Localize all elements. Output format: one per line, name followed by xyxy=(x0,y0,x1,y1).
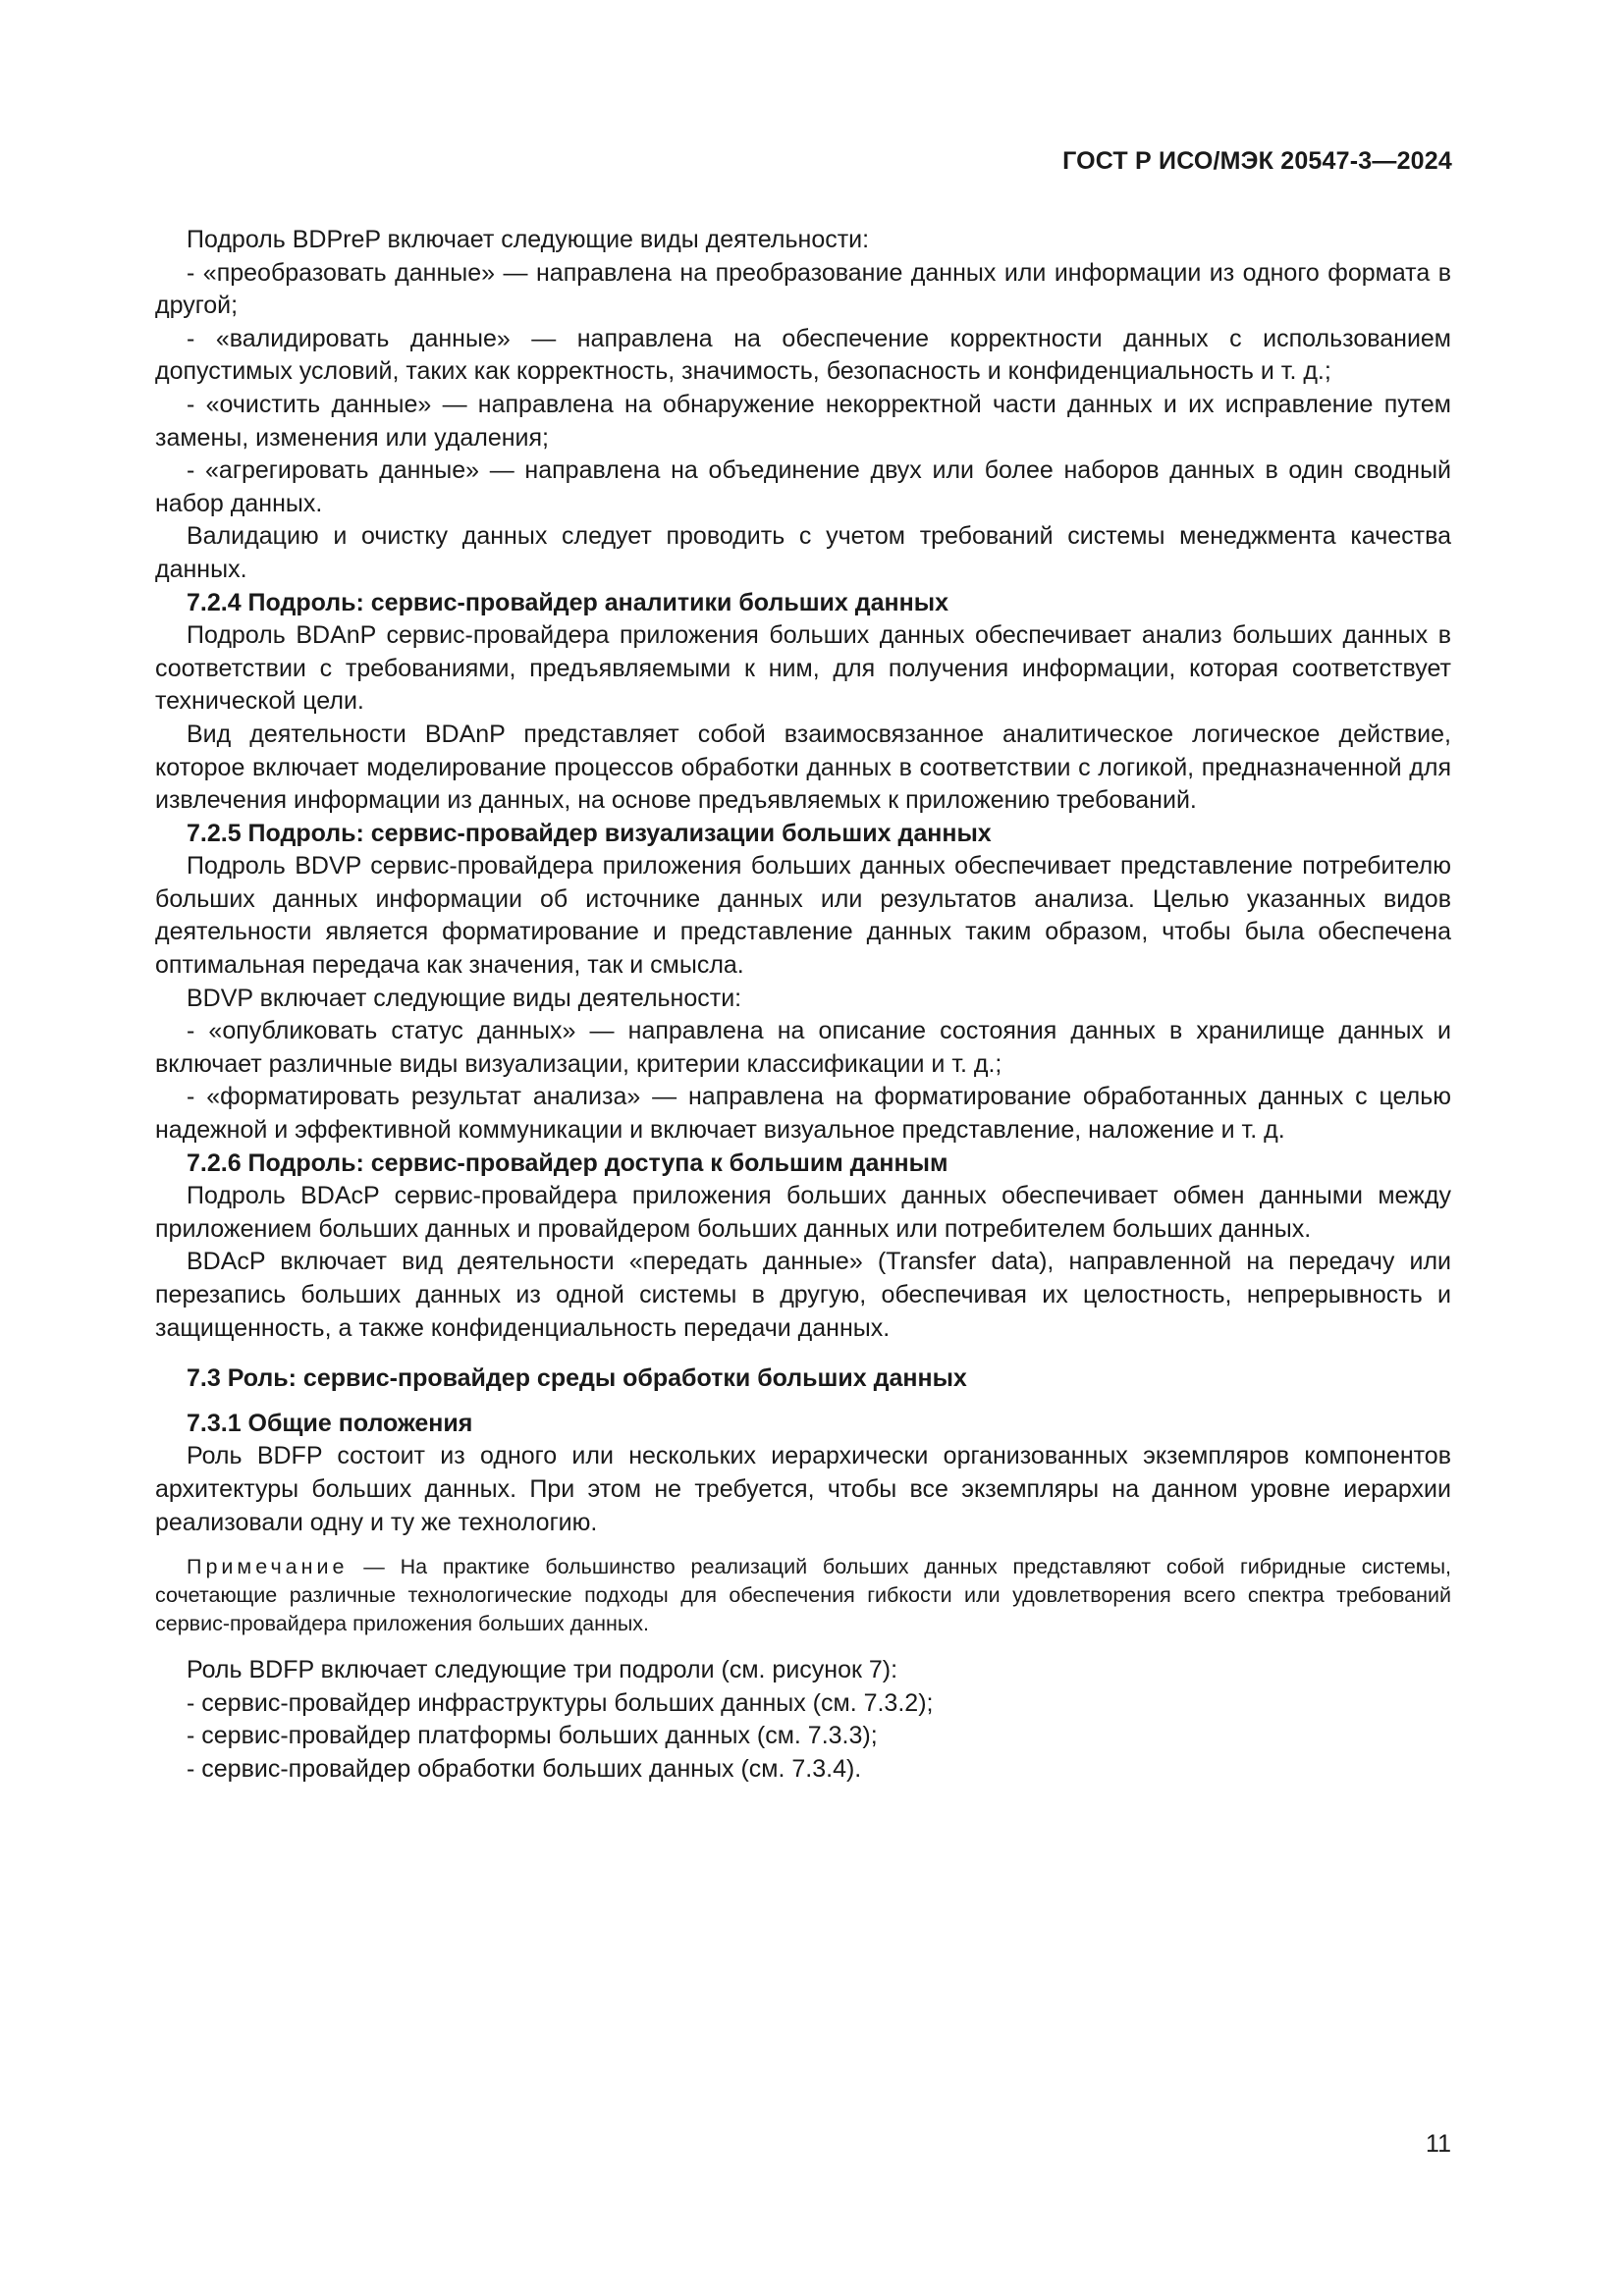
paragraph: Роль BDFP включает следующие три подроли (см. рисунок 7): xyxy=(187,1656,898,1684)
list-item: - сервис-провайдер инфраструктуры больших данных (см. 7.3.2); xyxy=(187,1688,934,1717)
section-heading-7-3-1: 7.3.1 Общие положения xyxy=(187,1409,473,1437)
list-item: - «преобразовать данные» — направлена на преобразование данных или информации из одного формата в другой; xyxy=(155,258,1451,320)
paragraph: Валидацию и очистку данных следует проводить с учетом требований системы менеджмента качества данных. xyxy=(155,522,1451,583)
document-header: ГОСТ Р ИСО/МЭК 20547-3—2024 xyxy=(1062,147,1452,175)
note-text: — На практике большинство реализаций больших данных представляют собой гибридные системы, сочетающие различные технологические подходы для обеспечения гибкости или удовлетворения всего спектра требований сервис-провайдера приложения больших данных. xyxy=(155,1555,1451,1636)
list-item: - «агрегировать данные» — направлена на объединение двух или более наборов данных в один сводный набор данных. xyxy=(155,456,1451,517)
paragraph: Подроль BDAcP сервис-провайдера приложения больших данных обеспечивает обмен данными между приложением больших данных и провайдером больших данных или потребителем больших данных. xyxy=(155,1182,1451,1243)
paragraph: Роль BDFP состоит из одного или нескольких иерархически организованных экземпляров компонентов архитектуры больших данных. При этом не требуется, чтобы все экземпляры на данном уровне иерархии реализовали одну и ту же технологию. xyxy=(155,1442,1451,1536)
list-item: - сервис-провайдер платформы больших данных (см. 7.3.3); xyxy=(187,1722,878,1750)
section-heading-7-2-5: 7.2.5 Подроль: сервис-провайдер визуализации больших данных xyxy=(187,819,992,847)
section-heading-7-3: 7.3 Роль: сервис-провайдер среды обработки больших данных xyxy=(187,1364,967,1393)
note-label: Примечание xyxy=(187,1555,349,1579)
paragraph: BDVP включает следующие виды деятельности: xyxy=(187,984,742,1012)
list-item: - «очистить данные» — направлена на обнаружение некорректной части данных и их исправление путем замены, изменения или удаления; xyxy=(155,390,1451,452)
paragraph: Вид деятельности BDAnP представляет собой взаимосвязанное аналитическое логическое действие, которое включает моделирование процессов обработки данных в соответствии с логикой, предназначенной для извлечения информации из данных, на основе предъявляемых к приложению требований. xyxy=(155,720,1451,815)
section-heading-7-2-4: 7.2.4 Подроль: сервис-провайдер аналитики больших данных xyxy=(187,588,948,616)
list-item: - сервис-провайдер обработки больших данных (см. 7.3.4). xyxy=(187,1754,862,1783)
page-number: 11 xyxy=(1426,2130,1451,2158)
list-item: - «валидировать данные» — направлена на обеспечение корректности данных с использованием допустимых условий, таких как корректность, значимость, безопасность и конфиденциальность и т. д.; xyxy=(155,324,1451,386)
paragraph: Подроль BDAnP сервис-провайдера приложения больших данных обеспечивает анализ больших данных в соответствии с требованиями, предъявляемыми к ним, для получения информации, которая соответствует технической цели. xyxy=(155,621,1451,716)
list-item: - «опубликовать статус данных» — направлена на описание состояния данных в хранилище данных и включает различные виды визуализации, критерии классификации и т. д.; xyxy=(155,1017,1451,1078)
document-body xyxy=(155,224,1451,1787)
section-heading-7-2-6: 7.2.6 Подроль: сервис-провайдер доступа к большим данным xyxy=(187,1148,948,1177)
paragraph: Подроль BDPreP включает следующие виды деятельности: xyxy=(187,226,870,253)
paragraph: Подроль BDVP сервис-провайдера приложения больших данных обеспечивает представление потребителю больших данных информации об источнике данных или результатов анализа. Целью указанных видов деятельности является форматирование и представление данных таким образом, чтобы была обеспечена оптимальная передача как значения, так и смысла. xyxy=(155,852,1451,980)
list-item: - «форматировать результат анализа» — направлена на форматирование обработанных данных с целью надежной и эффективной коммуникации и включает визуальное представление, наложение и т. д. xyxy=(155,1083,1451,1145)
note xyxy=(155,1553,1451,1638)
paragraph: BDAcP включает вид деятельности «передать данные» (Transfer data), направленной на передачу или перезапись больших данных из одной системы в другую, обеспечивая их целостность, непрерывность и защищенность, а также конфиденциальность передачи данных. xyxy=(155,1248,1451,1342)
